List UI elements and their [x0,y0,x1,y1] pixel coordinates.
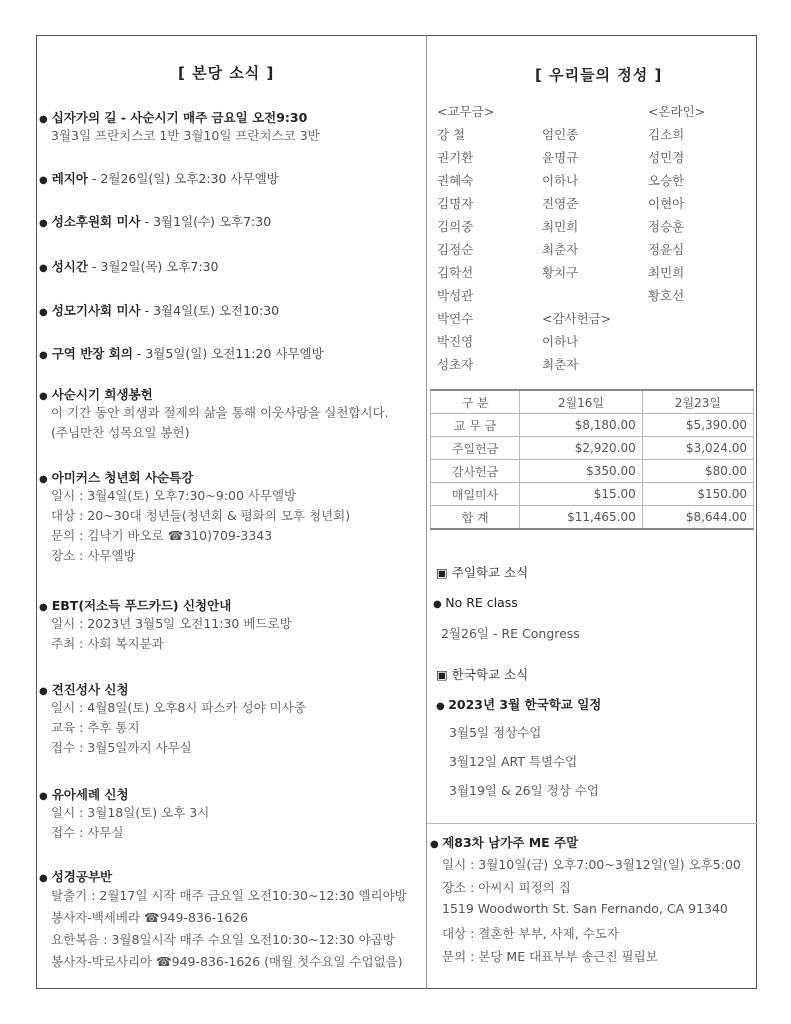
donor-name: 최춘자 [542,242,579,257]
me-line: 일시 : 3월10일(금) 오후7:00~3월12일(일) 오후5:00 [442,857,741,872]
bullet-icon: ● [39,474,48,485]
table-cell: 합 계 [431,506,520,530]
bullet-icon: ● [39,686,48,697]
korean-school-line: 3월12일 ART 특별수업 [449,754,578,769]
table-row [431,414,754,437]
bullet-icon: ● [39,218,48,229]
donor-name: 윤명규 [542,150,579,165]
news-title: 성시간 [51,259,88,274]
sunday-school-heading: ▣ 주일학교 소식 [436,565,529,580]
table-cell: 주일헌금 [431,437,520,460]
news-title: 성소후원회 미사 [51,214,141,229]
news-item-militia-mass [39,301,425,319]
donor-group-header: <교무금> [437,104,495,119]
donor-name: 이하나 [542,334,579,349]
donor-name: 성민경 [648,150,685,165]
news-item-bible-study [39,867,425,973]
table-cell: $8,644.00 [642,506,753,530]
donor-name: 정승훈 [648,219,685,234]
table-row [431,483,754,506]
me-weekend-title [430,833,578,851]
bullet-text: No RE class [445,595,518,610]
table-row [431,437,754,460]
news-item-vocation-mass [39,212,425,230]
sunday-school-line: 2월26일 - RE Congress [441,626,580,641]
news-item-amicus-lecture [39,468,425,566]
donor-name: 박진영 [437,334,474,349]
news-line: 일시 : 4월8일(토) 오후8시 파스카 성야 미사중 [51,700,306,715]
bullet-icon: ● [39,307,48,318]
news-item-holy-hour [39,257,425,275]
donor-name: 오승한 [648,173,685,188]
me-line: 문의 : 본당 ME 대표부부 송근진 필립보 [442,949,658,964]
me-line: 대상 : 결혼한 부부, 사제, 수도자 [442,926,619,941]
offering-table [430,389,754,530]
donor-name: 권혜숙 [437,173,474,188]
news-title: 레지아 [51,171,88,186]
table-cell: $2,920.00 [520,437,643,460]
sunday-school-bullet [433,595,518,610]
table-cell: $3,024.00 [642,437,753,460]
donor-name: 이하나 [542,173,579,188]
bullet-icon: ● [39,873,48,884]
table-cell: 교 무 금 [431,414,520,437]
bullet-icon: ● [39,263,48,274]
news-title: 구역 반장 회의 [51,346,133,361]
news-title: 십자가의 길 - 사순시기 매주 금요일 오전9:30 [51,110,308,125]
news-line: 요한복음 : 3월8일시작 매주 수요일 오전10:30~12:30 야곱방 [51,932,395,947]
news-line: 접수 : 사무실 [51,825,124,840]
news-item-ebt [39,596,425,654]
news-line: 교육 : 추후 통지 [51,720,140,735]
news-detail: - 3월2일(목) 오후7:30 [87,259,219,274]
news-detail: - 3월4일(토) 오전10:30 [140,303,280,318]
section-divider [427,823,757,824]
korean-school-bullet [436,695,601,713]
news-line: 주최 : 사회 복지분과 [51,636,164,651]
news-line: 탈출기 : 2월17일 시작 매주 금요일 오전10:30~12:30 엘리야방 [51,888,407,903]
donor-group-header: <온라인> [648,104,706,119]
me-title-text: 제83차 남가주 ME 주말 [442,835,579,850]
news-title: 사순시기 희생봉헌 [51,387,153,402]
news-item-confirmation [39,680,425,758]
donor-name: 김소희 [648,127,685,142]
news-detail: - 3월5일(일) 오전11:20 사무엘방 [132,346,324,361]
donor-name: 성초자 [437,357,474,372]
donor-name: 김학선 [437,265,474,280]
donor-name: 김의중 [437,219,474,234]
news-line: 접수 : 3월5일까지 사무실 [51,740,192,755]
donor-name: 이현아 [648,196,685,211]
bullet-icon: ● [433,599,446,610]
me-line: 1519 Woodworth St. San Fernando, CA 91340 [442,901,728,916]
bullet-icon: ● [39,391,48,402]
news-line: (주님만찬 성목요일 봉헌) [51,425,190,440]
table-cell: $5,390.00 [642,414,753,437]
news-line: 대상 : 20~30대 청년들(청년회 & 평화의 모후 청년회) [51,508,351,523]
table-header: 구 분 [431,390,520,414]
bullet-icon: ● [436,701,449,712]
news-item-legio [39,169,425,187]
donor-name: 김정순 [437,242,474,257]
table-row [431,460,754,483]
me-line: 장소 : 아씨시 피정의 집 [442,880,571,895]
donor-name: 황치구 [542,265,579,280]
table-header-row [431,390,754,414]
donor-name: 정윤심 [648,242,685,257]
news-line: 일시 : 3월18일(토) 오후 3시 [51,805,210,820]
bullet-icon: ● [430,839,443,850]
bullet-icon: ● [39,791,48,802]
table-header: 2월23일 [642,390,753,414]
news-line: 봉사자-백세베라 ☎949-836-1626 [51,910,249,925]
news-item-lent-offering [39,385,425,443]
table-cell: 감사헌금 [431,460,520,483]
news-title: 아미커스 청년회 사순특강 [51,470,194,485]
korean-school-line: 3월5일 정상수업 [449,725,542,740]
table-cell: 매일미사 [431,483,520,506]
news-line: 이 기간 동안 희생과 절제의 삶을 통해 이웃사랑을 실천합시다. [51,405,389,420]
donor-name: 권기환 [437,150,474,165]
news-title: 유아세례 신청 [51,787,129,802]
table-total-row [431,506,754,530]
table-cell: $15.00 [520,483,643,506]
table-cell: $80.00 [642,460,753,483]
table-cell: $8,180.00 [520,414,643,437]
parish-news-heading: [ 본당 소식 ] [178,64,275,82]
news-title: EBT(저소득 푸드카드) 신청안내 [51,598,232,613]
news-item-stations [39,108,425,146]
korean-school-heading: ▣ 한국학교 소식 [436,667,529,682]
table-cell: $11,465.00 [520,506,643,530]
news-line: 3월3일 프란치스코 1반 3월10일 프란치스코 3반 [51,128,320,143]
table-cell: $350.00 [520,460,643,483]
news-title: 성경공부반 [51,869,113,884]
news-detail: - 2월26일(일) 오후2:30 사무엘방 [87,171,279,186]
news-item-infant-baptism [39,785,425,843]
donor-name: 강 철 [437,127,466,142]
table-header: 2월16일 [520,390,643,414]
donor-name: 박연수 [437,311,474,326]
donor-name: 엄인종 [542,127,579,142]
bullet-icon: ● [39,350,48,361]
bullet-text: 2023년 3월 한국학교 일정 [448,697,602,712]
news-title: 성모기사회 미사 [51,303,141,318]
news-line: 일시 : 2023년 3월5일 오전11:30 베드로방 [51,616,292,631]
donor-name: 진영준 [542,196,579,211]
news-line: 일시 : 3월4일(토) 오후7:30~9:00 사무엘방 [51,488,297,503]
news-line: 문의 : 김낙기 바오로 ☎310)709-3343 [51,528,273,543]
news-detail: - 3월1일(수) 오후7:30 [140,214,272,229]
donor-name: 최민희 [542,219,579,234]
korean-school-line: 3월19일 & 26일 정상 수업 [449,783,599,798]
offerings-heading: [ 우리들의 정성 ] [535,66,663,84]
bullet-icon: ● [39,602,48,613]
donor-group-header: <감사헌금> [542,311,612,326]
news-line: 장소 : 사무엘방 [51,548,136,563]
donor-name: 박성관 [437,288,474,303]
table-cell: $150.00 [642,483,753,506]
news-line: 봉사자-박로사리아 ☎949-836-1626 (매월 첫수요일 수업없음) [51,954,403,969]
column-divider [426,35,427,989]
donor-name: 황호선 [648,288,685,303]
donor-name: 김명자 [437,196,474,211]
bullet-icon: ● [39,114,48,125]
news-item-district-meeting [39,344,425,362]
donor-name: 최춘자 [542,357,579,372]
donor-name: 최민희 [648,265,685,280]
bullet-icon: ● [39,175,48,186]
news-title: 견진성사 신청 [51,682,129,697]
